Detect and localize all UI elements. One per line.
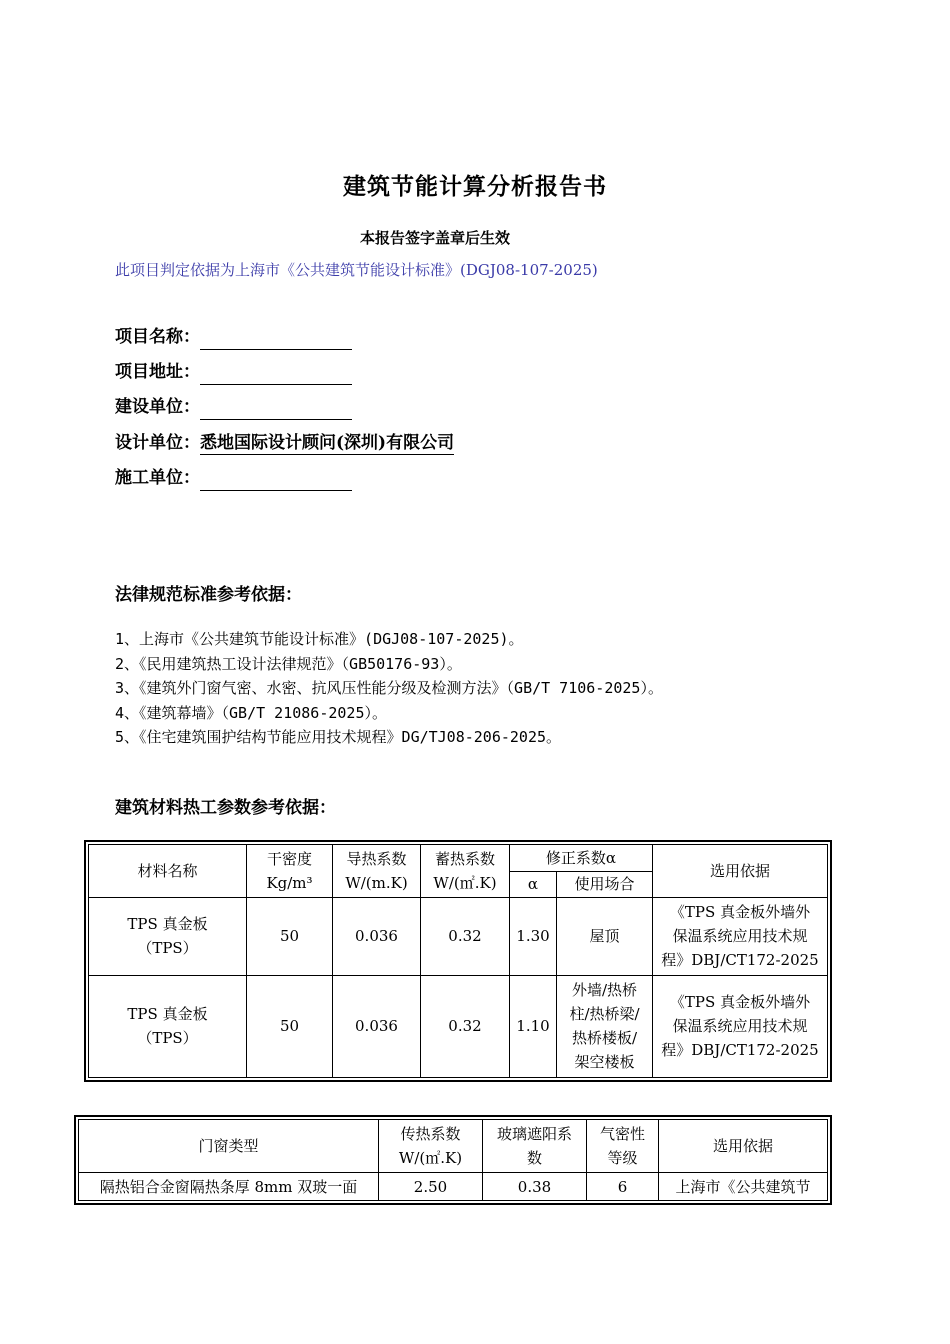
header-storage-label: 蓄热系数 bbox=[434, 850, 495, 869]
header-storage-unit: W/(㎡.K) bbox=[433, 874, 497, 893]
header-shading bbox=[483, 1120, 587, 1173]
validity-note: 本报告签字盖章后生效 bbox=[359, 229, 510, 247]
shading-cell: 0.38 bbox=[483, 1173, 587, 1201]
material-name-abbr: （TPS） bbox=[137, 939, 198, 958]
header-density bbox=[247, 845, 333, 898]
header-u-value bbox=[379, 1120, 483, 1173]
materials-table-frame bbox=[84, 840, 832, 1082]
owner-label: 建设单位： bbox=[115, 397, 200, 417]
contractor-label: 施工单位： bbox=[115, 468, 200, 488]
airtightness-cell: 6 bbox=[587, 1173, 659, 1201]
basis-line: 程》DBJ/CT172-2025 bbox=[661, 1041, 819, 1060]
material-name-cell bbox=[89, 898, 247, 976]
legal-item: 2、《民用建筑热工设计法律规范》（GB50176-93）。 bbox=[115, 654, 462, 673]
basis-line: 《TPS 真金板外墙外 bbox=[669, 903, 811, 922]
contractor-field bbox=[115, 465, 352, 491]
material-name-cell bbox=[89, 975, 247, 1077]
header-air-line: 等级 bbox=[607, 1149, 638, 1168]
usage-line: 热桥楼板/ bbox=[571, 1029, 638, 1048]
contractor-value bbox=[200, 470, 352, 491]
project-name-value bbox=[200, 329, 352, 350]
window-type-cell: 隔热铝合金窗隔热条厚 8mm 双玻一面 bbox=[79, 1173, 379, 1201]
alpha-cell: 1.30 bbox=[510, 898, 557, 976]
header-density-label: 干密度 bbox=[266, 850, 312, 869]
header-window-type: 门窗类型 bbox=[79, 1120, 379, 1173]
material-name: TPS 真金板 bbox=[127, 1005, 208, 1024]
usage-line: 柱/热桥梁/ bbox=[569, 1005, 640, 1024]
header-correction: 修正系数α bbox=[510, 845, 653, 872]
table-row bbox=[79, 1173, 828, 1201]
storage-cell: 0.32 bbox=[421, 898, 510, 976]
header-air-line: 气密性 bbox=[599, 1125, 645, 1144]
usage-cell bbox=[557, 975, 653, 1077]
header-shading-line: 数 bbox=[526, 1149, 542, 1168]
header-window-basis: 选用依据 bbox=[659, 1120, 828, 1173]
project-address-value bbox=[200, 364, 352, 385]
conductivity-cell: 0.036 bbox=[333, 898, 421, 976]
legal-item: 5、《住宅建筑围护结构节能应用技术规程》DG/TJ08-206-2025。 bbox=[115, 728, 562, 746]
windows-table bbox=[78, 1119, 828, 1201]
density-cell: 50 bbox=[247, 898, 333, 976]
owner-value bbox=[200, 399, 352, 420]
density-cell: 50 bbox=[247, 975, 333, 1077]
project-name-label: 项目名称： bbox=[115, 327, 200, 347]
header-airtightness bbox=[587, 1120, 659, 1173]
table-row bbox=[89, 898, 828, 976]
windows-table-frame bbox=[74, 1115, 832, 1205]
window-basis-cell: 上海市《公共建筑节 bbox=[659, 1173, 828, 1201]
windows-header-row bbox=[79, 1120, 828, 1173]
header-u-unit: W/(㎡.K) bbox=[398, 1149, 463, 1168]
designer-value: 悉地国际设计顾问(深圳)有限公司 bbox=[200, 433, 455, 453]
usage-line: 外墙/热桥 bbox=[571, 981, 638, 1000]
basis-line: 保温系统应用技术规 bbox=[672, 927, 808, 946]
materials-table bbox=[88, 844, 828, 1078]
header-shading-line: 玻璃遮阳系 bbox=[496, 1125, 572, 1144]
header-conductivity bbox=[333, 845, 421, 898]
conductivity-cell: 0.036 bbox=[333, 975, 421, 1077]
usage-line: 屋顶 bbox=[589, 927, 620, 946]
page-title: 建筑节能计算分析报告书 bbox=[343, 173, 607, 200]
material-name-abbr: （TPS） bbox=[137, 1029, 198, 1048]
u-value-cell: 2.50 bbox=[379, 1173, 483, 1201]
storage-cell: 0.32 bbox=[421, 975, 510, 1077]
materials-header-row bbox=[89, 845, 828, 872]
basis-line: 保温系统应用技术规 bbox=[672, 1017, 808, 1036]
header-conductivity-label: 导热系数 bbox=[346, 850, 407, 869]
material-name: TPS 真金板 bbox=[127, 915, 208, 934]
legal-list bbox=[115, 627, 663, 750]
basis-line: 《TPS 真金板外墙外 bbox=[669, 993, 811, 1012]
designer-label: 设计单位： bbox=[115, 433, 200, 453]
designer-field bbox=[115, 430, 454, 456]
table-row bbox=[89, 975, 828, 1077]
project-name-field bbox=[115, 324, 352, 350]
header-alpha: α bbox=[510, 871, 557, 898]
header-u-label: 传热系数 bbox=[400, 1125, 461, 1144]
project-address-field bbox=[115, 359, 352, 385]
materials-heading: 建筑材料热工参数参考依据： bbox=[115, 798, 336, 818]
header-material-name: 材料名称 bbox=[89, 845, 247, 898]
legal-item: 1、上海市《公共建筑节能设计标准》(DGJ08-107-2025)。 bbox=[115, 630, 524, 648]
legal-item: 3、《建筑外门窗气密、水密、抗风压性能分级及检测方法》（GB/T 7106-2025）。 bbox=[115, 679, 663, 697]
header-usage: 使用场合 bbox=[557, 871, 653, 898]
header-storage bbox=[421, 845, 510, 898]
basis-cell bbox=[653, 898, 828, 976]
usage-line: 架空楼板 bbox=[574, 1053, 635, 1072]
header-conductivity-unit: W/(m.K) bbox=[345, 874, 408, 893]
project-address-label: 项目地址： bbox=[115, 362, 200, 382]
owner-field bbox=[115, 394, 352, 420]
legal-item: 4、《建筑幕墙》（GB/T 21086-2025）。 bbox=[115, 703, 387, 722]
header-basis: 选用依据 bbox=[653, 845, 828, 898]
basis-cell bbox=[653, 975, 828, 1077]
header-density-unit: Kg/m³ bbox=[266, 874, 313, 893]
judgement-basis: 此项目判定依据为上海市《公共建筑节能设计标准》(DGJ08-107-2025) bbox=[115, 261, 598, 279]
legal-heading: 法律规范标准参考依据： bbox=[115, 585, 302, 605]
basis-line: 程》DBJ/CT172-2025 bbox=[661, 951, 819, 970]
alpha-cell: 1.10 bbox=[510, 975, 557, 1077]
usage-cell bbox=[557, 898, 653, 976]
